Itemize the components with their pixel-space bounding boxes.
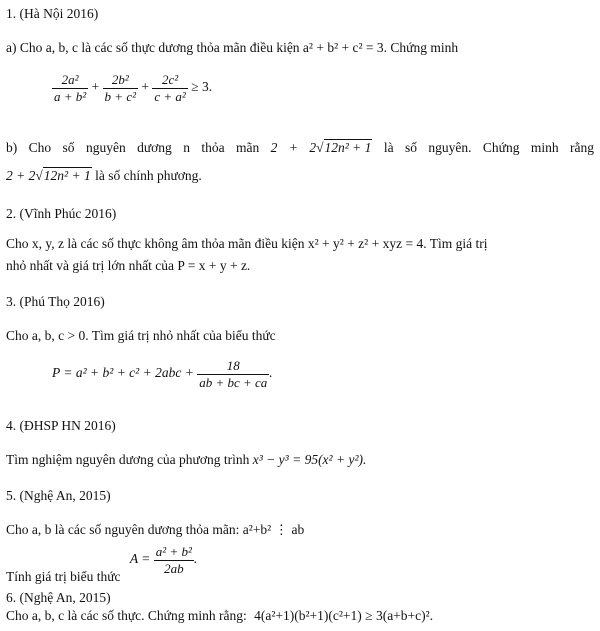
sqrt-expression-2 [6, 168, 92, 183]
fraction-3-numerator: 2c² [162, 72, 179, 87]
problem-4-text: Tìm nghiệm nguyên dương của phương trình [6, 452, 250, 467]
problem-3-header: 3. (Phú Thọ 2016) [6, 294, 105, 309]
problem-6-line1 [6, 608, 433, 624]
problem-5-text: Tính giá trị biểu thức [6, 569, 121, 585]
problem-1b-text-start: b) Cho số nguyên dương n thỏa mãn [6, 140, 260, 155]
problem-6-header: 6. (Nghệ An, 2015) [6, 590, 111, 605]
problem-5-fraction-denominator: 2ab [154, 560, 194, 577]
fraction-3 [152, 72, 187, 104]
plus-sign: + [91, 79, 100, 95]
problem-3-fraction-denominator: ab + bc + ca [199, 374, 268, 390]
fraction-3-denominator: c + a² [154, 88, 186, 104]
problem-3-line1: Cho a, b, c > 0. Tìm giá trị nhỏ nhất của biểu thức [6, 328, 276, 343]
problem-1b-line2 [6, 168, 202, 184]
problem-1a-text: a) Cho a, b, c là các số thực dương thỏa mãn điều kiện a² + b² + c² = 3. Chứng minh [6, 40, 459, 55]
sqrt-symbol: √12n² + 1 [316, 140, 372, 155]
plus-sign: + [141, 79, 149, 95]
problem-3-expression [52, 358, 273, 390]
inequality-tail: ≥ 3. [191, 79, 213, 95]
problem-2-line2: nhỏ nhất và giá trị lớn nhất của P = x + y + z. [6, 258, 251, 273]
problem-3-tail: . [269, 365, 273, 381]
problem-5-fraction [154, 544, 194, 576]
problem-5-fraction-numerator: a² + b² [155, 544, 192, 559]
fraction-2-denominator: b + c² [104, 88, 136, 104]
fraction-1-denominator: a + b² [54, 88, 87, 104]
sqrt-expression [271, 140, 373, 155]
problem-4-equation: x³ − y³ = 95(x² + y²). [252, 452, 367, 467]
problem-1a-inequality [52, 72, 212, 104]
problem-5-line2 [6, 544, 198, 585]
problem-5-expression-lhs: A = [129, 551, 151, 567]
problem-3-fraction [197, 358, 269, 390]
problem-1b-line1 [6, 140, 594, 156]
sqrt-symbol-2: √12n² + 1 [35, 168, 91, 183]
fraction-2 [103, 72, 138, 104]
problem-5-tail: . [193, 551, 198, 567]
problem-1b-line2-text: là số chính phương. [95, 168, 202, 183]
problem-6-text: Cho a, b, c là các số thực. Chứng minh rằng: [6, 608, 247, 623]
sqrt-radicand-2: 12n² + 1 [43, 168, 91, 183]
problem-2-line1: Cho x, y, z là các số thực không âm thỏa mãn điều kiện x² + y² + z² + xyz = 4. Tìm giá trị [6, 236, 488, 251]
problem-4-line1 [6, 452, 366, 468]
fraction-1-numerator: 2a² [61, 72, 79, 87]
sqrt-prefix: 2 + 2 [270, 140, 317, 155]
problem-5-line1: Cho a, b là các số nguyên dương thỏa mãn: a²+b² ⋮ ab [6, 522, 305, 537]
sqrt-prefix-2: 2 + 2 [6, 168, 36, 183]
problem-2-header: 2. (Vĩnh Phúc 2016) [6, 206, 117, 221]
problem-4-header: 4. (ĐHSP HN 2016) [6, 418, 116, 433]
problem-1-header: 1. (Hà Nội 2016) [6, 6, 99, 21]
sqrt-radicand: 12n² + 1 [324, 140, 372, 155]
problem-5-header: 5. (Nghệ An, 2015) [6, 488, 111, 503]
problem-3-fraction-numerator: 18 [226, 358, 240, 373]
problem-6-inequality: 4(a²+1)(b²+1)(c²+1) ≥ 3(a+b+c)². [254, 608, 434, 623]
problem-5-expression [129, 544, 198, 576]
problem-1b-text-end: là số nguyên. Chứng minh rằng [383, 140, 595, 155]
fraction-2-numerator: 2b² [111, 72, 129, 87]
problem-3-expression-lhs: P = a² + b² + c² + 2abc + [52, 365, 194, 381]
fraction-1 [52, 72, 88, 104]
